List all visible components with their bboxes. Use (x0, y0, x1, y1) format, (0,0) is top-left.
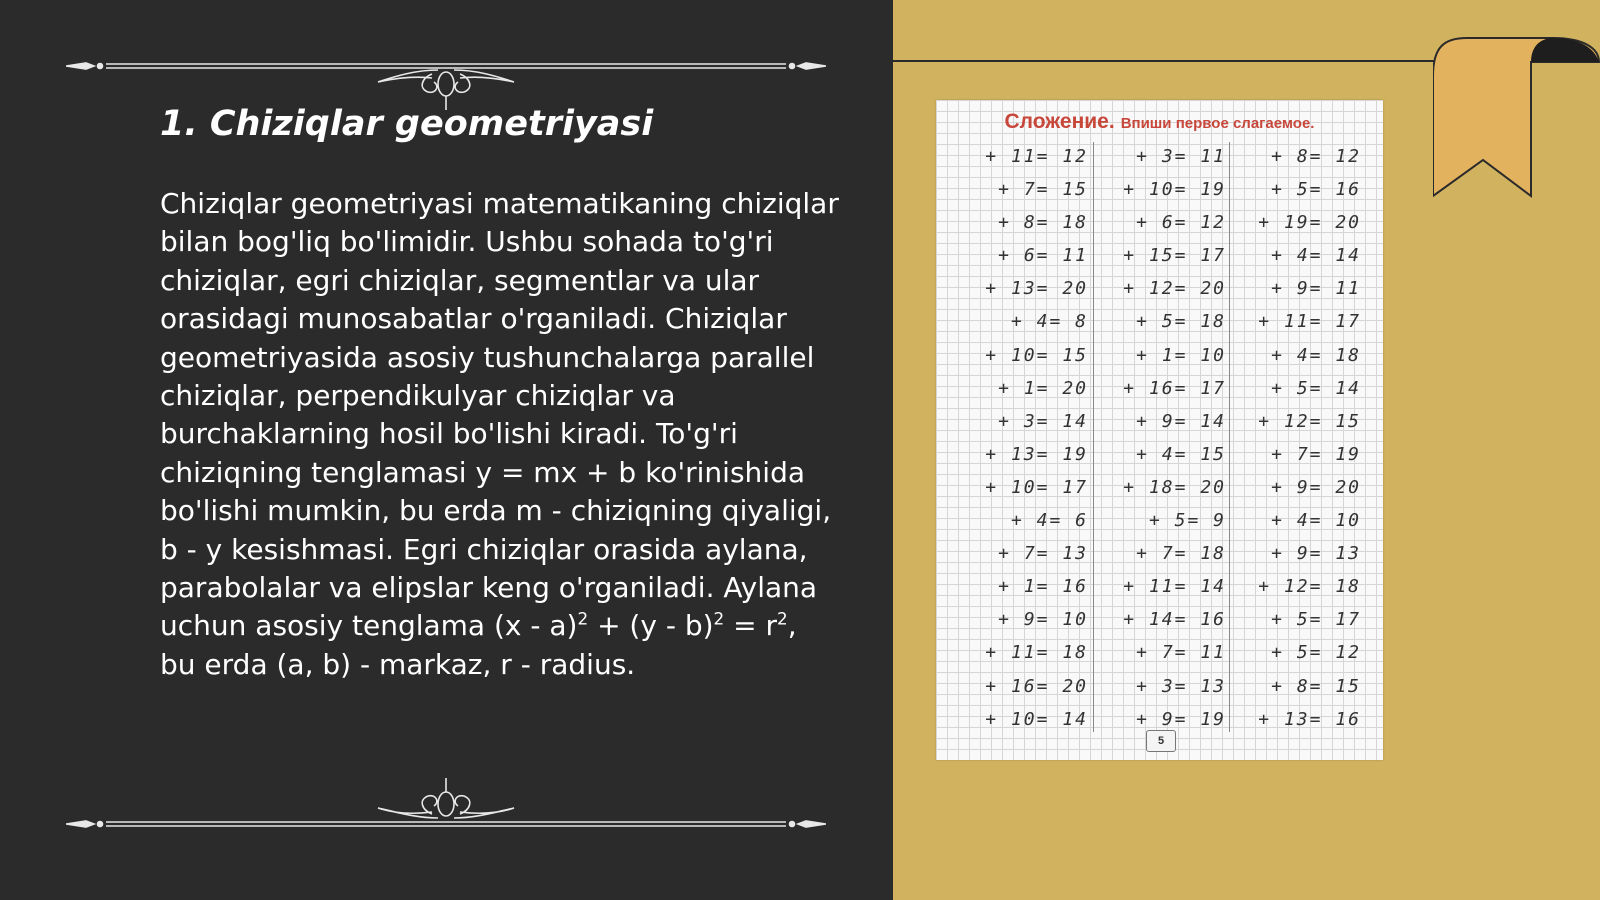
exercise-item: + 10= 14 (985, 708, 1088, 730)
worksheet-header (936, 110, 1383, 134)
exercise-item: + 8= 18 (998, 212, 1088, 234)
exercise-item: + 7= 11 (1136, 642, 1226, 664)
exercise-item: + 3= 14 (998, 410, 1088, 432)
exercise-item: + 11= 18 (985, 642, 1088, 664)
body-text-part: + (y - b) (588, 609, 714, 643)
exercise-item: + 11= 14 (1123, 576, 1226, 598)
exercise-item: + 4= 10 (1271, 510, 1361, 532)
exercise-item: + 9= 19 (1136, 708, 1226, 730)
exercise-item: + 18= 20 (1123, 476, 1226, 498)
exercise-item: + 19= 20 (1258, 212, 1361, 234)
exercise-item: + 15= 17 (1123, 245, 1226, 267)
worksheet-page-number: 5 (1146, 730, 1176, 752)
exercise-item: + 5= 9 (1148, 510, 1226, 532)
exercise-item: + 10= 15 (985, 344, 1088, 366)
exercise-item: + 7= 19 (1271, 443, 1361, 465)
exercise-item: + 9= 20 (1271, 476, 1361, 498)
exercise-item: + 13= 20 (985, 278, 1088, 300)
exercise-item: + 5= 17 (1271, 609, 1361, 631)
top-ornament-divider (66, 52, 826, 112)
body-text-part: = r (724, 609, 777, 643)
exercise-item: + 5= 16 (1271, 179, 1361, 201)
exercise-item: + 4= 6 (1010, 510, 1088, 532)
bottom-ornament-divider (66, 776, 826, 836)
exercise-item: + 8= 12 (1271, 146, 1361, 167)
worksheet-title: Сложение. (1004, 110, 1115, 133)
slide-title: 1. Chiziqlar geometriyasi (160, 104, 654, 144)
superscript: 2 (577, 609, 589, 630)
exercise-item: + 5= 14 (1271, 377, 1361, 399)
exercise-item: + 4= 18 (1271, 344, 1361, 366)
exercise-item: + 11= 17 (1258, 311, 1361, 333)
exercise-item: + 14= 16 (1123, 609, 1226, 631)
image-panel (893, 0, 1600, 900)
exercise-item: + 1= 16 (998, 576, 1088, 598)
exercise-item: + 1= 20 (998, 377, 1088, 399)
exercise-item: + 10= 19 (1123, 179, 1226, 201)
exercise-item: + 12= 15 (1258, 410, 1361, 432)
exercise-item: + 7= 13 (998, 543, 1088, 565)
exercise-item: + 1= 10 (1136, 344, 1226, 366)
exercise-item: + 11= 12 (985, 146, 1088, 167)
exercise-item: + 3= 13 (1136, 675, 1226, 697)
worksheet-image (936, 100, 1383, 760)
exercise-item: + 6= 11 (998, 245, 1088, 267)
body-text-part: Chiziqlar geometriyasi matematikaning chiziqlar bilan bog'liq bo'limidir. Ushbu sohada to'g'ri chiziqlar, egri chiziqlar, segmentlar va ular orasidagi munosabatlar o'rganiladi. Chiziqlar geometriyasida asosiy tushunchalarga parallel chiziqlar, perpendikulyar chiziqlar va burchaklarning hosil bo'lishi kiradi. To'g'ri chiziqning tenglamasi y = mx + b ko'rinishida bo'lishi mumkin, bu erda m - chiziqning qiyaligi, b - y kesishmasi. Egri chiziqlar orasida aylana, parabolalar va elipslar keng o'rganiladi. Aylana uchun asosiy tenglama (x - a) (160, 187, 839, 643)
exercise-item: + 6= 12 (1136, 212, 1226, 234)
exercise-item: + 16= 20 (985, 675, 1088, 697)
exercise-item: + 9= 10 (998, 609, 1088, 631)
exercise-column (1231, 140, 1361, 736)
exercise-item: + 3= 11 (1136, 146, 1226, 167)
exercise-item: + 4= 15 (1136, 443, 1226, 465)
exercise-item: + 7= 15 (998, 179, 1088, 201)
exercise-item: + 5= 12 (1271, 642, 1361, 664)
exercise-column (958, 140, 1088, 736)
exercise-item: + 8= 15 (1271, 675, 1361, 697)
superscript: 2 (713, 609, 725, 630)
exercise-item: + 13= 19 (985, 443, 1088, 465)
superscript: 2 (777, 609, 788, 630)
exercise-item: + 9= 11 (1271, 278, 1361, 300)
exercise-item: + 10= 17 (985, 476, 1088, 498)
exercise-item: + 12= 20 (1123, 278, 1226, 300)
slide-body-text (160, 185, 840, 684)
column-separator (1229, 142, 1230, 732)
body-text-part: , bu erda (a, b) - markaz, r - radius. (160, 609, 797, 681)
column-separator (1093, 142, 1094, 732)
exercise-item: + 4= 14 (1271, 245, 1361, 267)
exercise-item: + 12= 18 (1258, 576, 1361, 598)
exercise-item: + 9= 14 (1136, 410, 1226, 432)
exercise-item: + 16= 17 (1123, 377, 1226, 399)
exercise-item: + 7= 18 (1136, 543, 1226, 565)
bookmark-ribbon-icon (1433, 36, 1600, 200)
exercise-item: + 5= 18 (1136, 311, 1226, 333)
exercise-item: + 13= 16 (1258, 708, 1361, 730)
exercise-item: + 4= 8 (1010, 311, 1088, 333)
exercise-column (1096, 140, 1226, 736)
exercise-item: + 9= 13 (1271, 543, 1361, 565)
divider-line (893, 60, 1439, 62)
worksheet-instruction: Впиши первое слагаемое. (1120, 115, 1315, 132)
